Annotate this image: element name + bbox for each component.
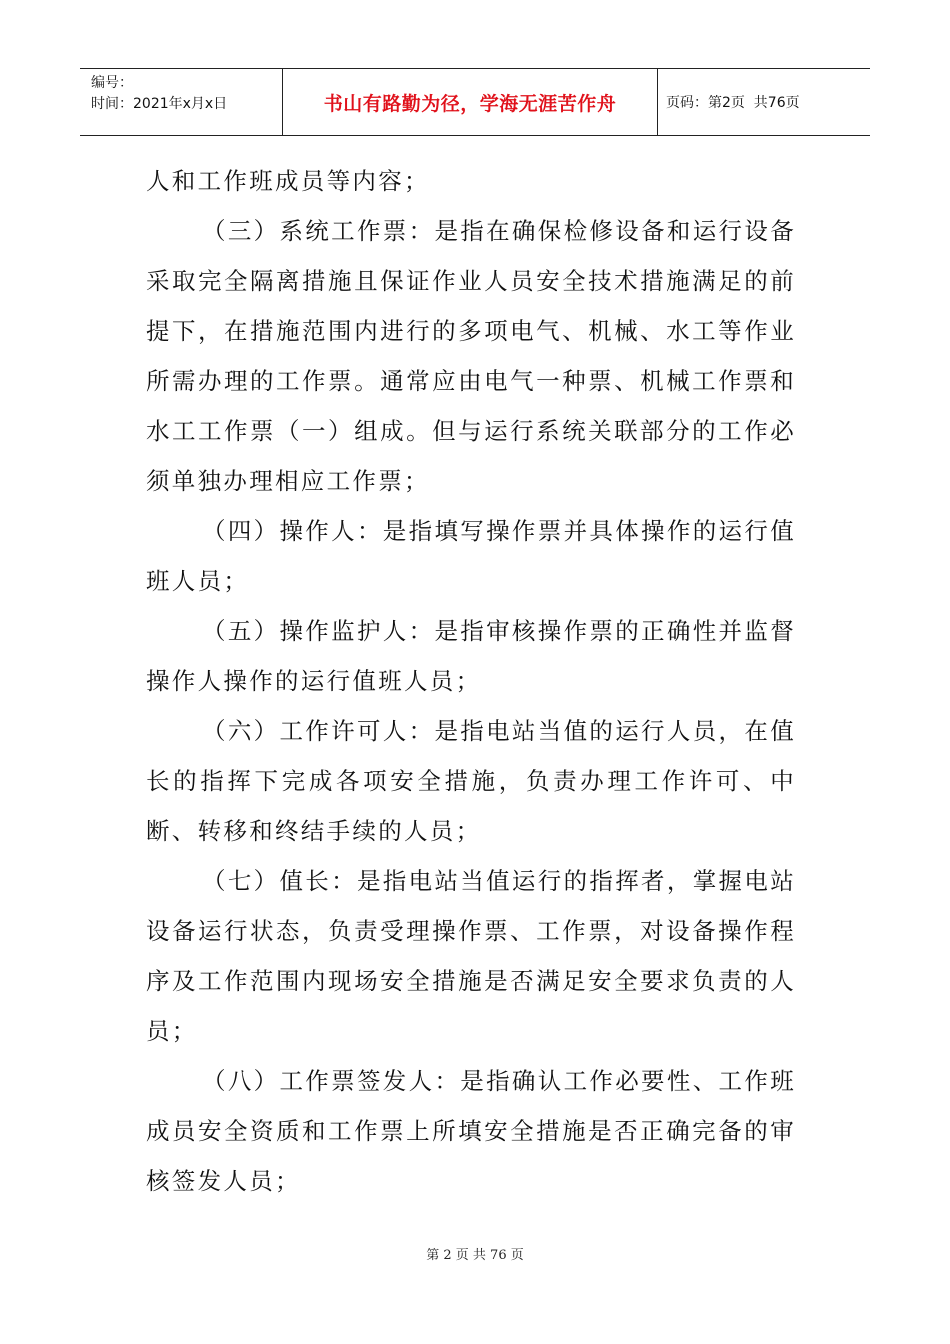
paragraph: （七）值长：是指电站当值运行的指挥者，掌握电站设备运行状态，负责受理操作票、工作票，对设备操作程序及工作范围内现场安全措施是否满足安全要求负责的人员； [146, 867, 796, 1045]
paragraph: （五）操作监护人：是指审核操作票的正确性并监督操作人操作的运行值班人员； [146, 617, 796, 695]
paragraph: （六）工作许可人：是指电站当值的运行人员，在值长的指挥下完成各项安全措施，负责办理工作许可、中断、转移和终结手续的人员； [146, 717, 796, 845]
page-footer [0, 1244, 950, 1263]
document-number-label: 编号： [91, 75, 133, 91]
header-motto: 书山有路勤为径，学海无涯苦作舟 [283, 69, 658, 135]
paragraph: （三）系统工作票：是指在确保检修设备和运行设备采取完全隔离措施且保证作业人员安全技术措施满足的前提下，在措施范围内进行的多项电气、机械、水工等作业所需办理的工作票。通常应由电气一种票、机械工作票和水工工作票（一）组成。但与运行系统关联部分的工作必须单独办理相应工作票； [146, 217, 796, 495]
header-page-info-text: 页码：第2页 共76页 [666, 95, 800, 111]
footer-page-number: 第 2 页 共 76 页 [426, 1248, 524, 1263]
paragraph: （四）操作人：是指填写操作票并具体操作的运行值班人员； [146, 517, 796, 595]
paragraph: （八）工作票签发人：是指确认工作必要性、工作班成员安全资质和工作票上所填安全措施是否正确完备的审核签发人员； [146, 1067, 796, 1195]
header-meta [80, 69, 283, 135]
document-date: 时间：2021年x月x日 [91, 96, 228, 112]
header-page-info [658, 69, 870, 135]
document-body [146, 156, 796, 1206]
paragraph: 人和工作班成员等内容； [146, 167, 430, 195]
page-header [80, 68, 870, 136]
